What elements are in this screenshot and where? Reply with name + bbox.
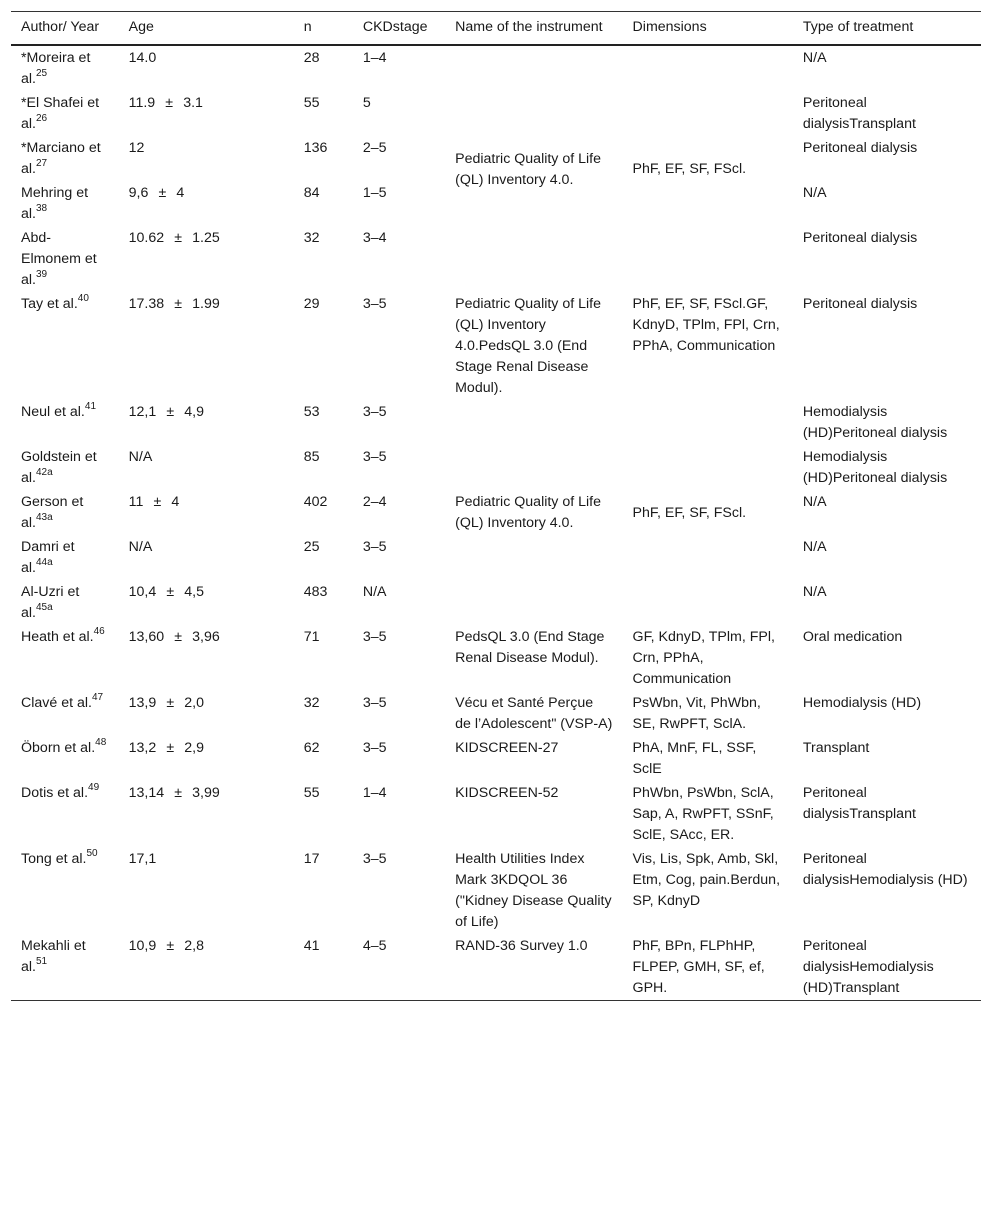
age-sd: 3,99 xyxy=(192,785,220,801)
author-name: Gerson et al. xyxy=(21,494,84,531)
cell-author xyxy=(11,736,119,781)
cell-treatment: N/A xyxy=(802,539,827,555)
cell-dimensions: GF, KdnyD, TPlm, FPl, Crn, PPhA, Communication xyxy=(632,629,775,687)
cell-author xyxy=(11,136,119,181)
cell-ckd-stage: 4–5 xyxy=(362,938,387,954)
cell-dimensions: PhA, MnF, FL, SSF, SclE xyxy=(632,740,757,777)
age-mean: 13,2 xyxy=(128,740,157,756)
cell-ckd-stage: 3–5 xyxy=(362,296,387,312)
cell-age xyxy=(119,226,294,292)
table-row xyxy=(11,781,981,847)
study-table xyxy=(11,11,981,1001)
plus-minus-symbol: ± xyxy=(166,938,175,954)
reference-number: 40 xyxy=(77,293,89,305)
cell-age xyxy=(119,292,294,400)
cell-ckd-stage: 3–5 xyxy=(362,404,387,420)
cell-n: 84 xyxy=(303,185,320,201)
age-mean: 9,6 xyxy=(128,185,149,201)
author-name: Damri et al. xyxy=(21,539,75,576)
header-author: Author/ Year xyxy=(21,19,100,35)
author-name: Neul et al. xyxy=(21,404,85,420)
cell-n: 32 xyxy=(303,695,320,711)
cell-dimensions: PhF, EF, SF, FScl. xyxy=(632,504,747,521)
cell-ckd-stage: N/A xyxy=(362,584,387,600)
cell-author xyxy=(11,691,119,736)
author-name: Abd-Elmonem et al. xyxy=(21,230,97,288)
cell-dimensions: Vis, Lis, Spk, Amb, Skl, Etm, Cog, pain.Berdun, SP, KdnyD xyxy=(632,851,781,909)
cell-treatment: Hemodialysis (HD)Peritoneal dialysis xyxy=(802,404,948,441)
cell-n: 402 xyxy=(303,494,328,510)
age-sd: 2,9 xyxy=(184,740,204,756)
cell-n: 55 xyxy=(303,95,320,111)
cell-treatment: Peritoneal dialysisHemodialysis (HD)Transplant xyxy=(802,938,934,996)
cell-dimensions: PsWbn, Vit, PhWbn, SE, RwPFT, SclA. xyxy=(632,695,761,732)
cell-ckd-stage: 2–5 xyxy=(362,140,387,156)
table-row xyxy=(11,691,981,736)
cell-instrument: Pediatric Quality of Life (QL) Inventory 4.0.PedsQL 3.0 (End Stage Renal Disease Modul). xyxy=(455,296,601,396)
age-mean: 11.9 xyxy=(128,95,156,111)
header-n: n xyxy=(303,19,312,35)
age-mean: 12 xyxy=(128,140,145,156)
cell-age xyxy=(119,45,294,91)
plus-minus-symbol: ± xyxy=(166,404,175,420)
cell-age xyxy=(119,691,294,736)
cell-n: 29 xyxy=(303,296,320,312)
cell-author xyxy=(11,45,119,91)
cell-author xyxy=(11,181,119,226)
cell-treatment: Hemodialysis (HD) xyxy=(802,695,922,711)
cell-treatment: Peritoneal dialysis xyxy=(802,230,918,246)
cell-age xyxy=(119,445,294,490)
reference-number: 51 xyxy=(35,956,48,968)
cell-n: 55 xyxy=(303,785,320,801)
header-ckd-stage: CKDstage xyxy=(362,19,428,35)
table-row xyxy=(11,45,981,91)
cell-instrument: KIDSCREEN-52 xyxy=(455,785,559,801)
table-row xyxy=(11,400,981,445)
cell-age xyxy=(119,535,294,580)
cell-ckd-stage: 3–4 xyxy=(362,230,387,246)
age-mean: 11 xyxy=(128,494,144,510)
author-name: Mekahli et al. xyxy=(21,938,86,975)
cell-ckd-stage: 3–5 xyxy=(362,539,387,555)
reference-number: 50 xyxy=(86,848,98,860)
cell-treatment: Peritoneal dialysisTransplant xyxy=(802,95,916,132)
table-row xyxy=(11,934,981,1001)
cell-ckd-stage: 3–5 xyxy=(362,851,387,867)
author-name: Dotis et al. xyxy=(21,785,89,801)
age-mean: 10.62 xyxy=(128,230,165,246)
author-name: Mehring et al. xyxy=(21,185,89,222)
cell-author xyxy=(11,490,119,535)
cell-n: 85 xyxy=(303,449,320,465)
cell-treatment: N/A xyxy=(802,50,827,66)
cell-author xyxy=(11,934,119,1001)
cell-instrument: Pediatric Quality of Life (QL) Inventory 4.0. xyxy=(455,494,601,531)
author-name: Goldstein et al. xyxy=(21,449,97,486)
cell-dimensions: PhWbn, PsWbn, SclA, Sap, A, RwPFT, SSnF, SclE, SAcc, ER. xyxy=(632,785,774,843)
cell-age xyxy=(119,181,294,226)
cell-treatment: Oral medication xyxy=(802,629,903,645)
author-name: Heath et al. xyxy=(21,629,94,645)
cell-age xyxy=(119,847,294,934)
cell-ckd-stage: 2–4 xyxy=(362,494,387,510)
plus-minus-symbol: ± xyxy=(174,296,183,312)
reference-number: 46 xyxy=(93,626,105,638)
cell-age xyxy=(119,400,294,445)
cell-treatment: Peritoneal dialysisTransplant xyxy=(802,785,916,822)
author-name: *El Shafei et al. xyxy=(21,95,100,132)
cell-author xyxy=(11,445,119,490)
age-mean: 17,1 xyxy=(128,851,157,867)
age-sd: 1.25 xyxy=(192,230,220,246)
author-name: Öborn et al. xyxy=(21,740,96,756)
cell-ckd-stage: 1–4 xyxy=(362,50,387,66)
cell-instrument: RAND-36 Survey 1.0 xyxy=(455,938,588,954)
age-mean: 13,9 xyxy=(128,695,157,711)
table-container xyxy=(11,11,981,1001)
cell-n: 41 xyxy=(303,938,320,954)
cell-age xyxy=(119,580,294,625)
plus-minus-symbol: ± xyxy=(174,629,183,645)
author-name: Al-Uzri et al. xyxy=(21,584,80,621)
cell-age xyxy=(119,934,294,1001)
table-body xyxy=(11,45,981,1001)
reference-number: 47 xyxy=(91,692,104,704)
cell-n: 28 xyxy=(303,50,320,66)
cell-dimensions: PhF, EF, SF, FScl.GF, KdnyD, TPlm, FPl, Crn, PPhA, Communication xyxy=(632,296,780,354)
cell-n: 53 xyxy=(303,404,320,420)
age-sd: 4,5 xyxy=(184,584,204,600)
cell-ckd-stage: 1–5 xyxy=(362,185,387,201)
reference-number: 44a xyxy=(35,557,53,569)
cell-treatment: Transplant xyxy=(802,740,870,756)
cell-ckd-stage: 5 xyxy=(362,95,371,111)
reference-number: 26 xyxy=(35,113,48,125)
cell-age xyxy=(119,781,294,847)
author-name: Clavé et al. xyxy=(21,695,92,711)
header-dimensions: Dimensions xyxy=(632,19,707,35)
cell-treatment: Hemodialysis (HD)Peritoneal dialysis xyxy=(802,449,948,486)
cell-instrument: KIDSCREEN-27 xyxy=(455,740,559,756)
reference-number: 39 xyxy=(35,269,48,281)
cell-author xyxy=(11,847,119,934)
author-name: Tong et al. xyxy=(21,851,87,867)
reference-number: 45a xyxy=(35,602,53,614)
reference-number: 49 xyxy=(88,782,100,794)
cell-treatment: N/A xyxy=(802,185,827,201)
cell-instrument: Vécu et Santé Perçue de l’Adolescent" (VSP-A) xyxy=(455,695,613,732)
cell-n: 483 xyxy=(303,584,328,600)
cell-n: 32 xyxy=(303,230,320,246)
header-row xyxy=(11,12,981,46)
age-sd: 2,8 xyxy=(184,938,204,954)
age-mean: 10,4 xyxy=(128,584,157,600)
plus-minus-symbol: ± xyxy=(166,740,175,756)
age-mean: 13,60 xyxy=(128,629,165,645)
age-sd: 1.99 xyxy=(192,296,220,312)
cell-age xyxy=(119,736,294,781)
plus-minus-symbol: ± xyxy=(165,95,174,111)
author-name: *Marciano et al. xyxy=(21,140,101,177)
cell-author xyxy=(11,625,119,691)
cell-treatment: N/A xyxy=(802,494,827,510)
cell-ckd-stage: 1–4 xyxy=(362,785,387,801)
table-row xyxy=(11,625,981,691)
cell-age xyxy=(119,625,294,691)
header-instrument: Name of the instrument xyxy=(455,19,603,35)
plus-minus-symbol: ± xyxy=(174,230,183,246)
reference-number: 42a xyxy=(35,467,53,479)
table-row xyxy=(11,736,981,781)
author-name: *Moreira et al. xyxy=(21,50,91,87)
cell-age xyxy=(119,91,294,136)
cell-age xyxy=(119,136,294,181)
cell-treatment: Peritoneal dialysis xyxy=(802,296,918,312)
cell-treatment: N/A xyxy=(802,584,827,600)
cell-treatment: Peritoneal dialysis xyxy=(802,140,918,156)
age-sd: 3,96 xyxy=(192,629,220,645)
reference-number: 41 xyxy=(84,401,97,413)
cell-treatment: Peritoneal dialysisHemodialysis (HD) xyxy=(802,851,968,888)
age-mean: N/A xyxy=(128,449,153,465)
cell-ckd-stage: 3–5 xyxy=(362,695,387,711)
cell-instrument: Pediatric Quality of Life (QL) Inventory 4.0. xyxy=(455,150,601,188)
age-mean: 13,14 xyxy=(128,785,165,801)
cell-n: 136 xyxy=(303,140,328,156)
cell-author xyxy=(11,535,119,580)
cell-n: 17 xyxy=(303,851,320,867)
cell-age xyxy=(119,490,294,535)
cell-author xyxy=(11,781,119,847)
cell-n: 25 xyxy=(303,539,320,555)
cell-author xyxy=(11,91,119,136)
age-sd: 4 xyxy=(171,494,180,510)
age-sd: 4 xyxy=(176,185,185,201)
cell-ckd-stage: 3–5 xyxy=(362,629,387,645)
table-row xyxy=(11,847,981,934)
cell-dimensions: PhF, BPn, FLPhHP, FLPEP, GMH, SF, ef, GPH. xyxy=(632,938,765,996)
age-mean: N/A xyxy=(128,539,153,555)
cell-instrument: Health Utilities Index Mark 3KDQOL 36 ("Kidney Disease Quality of Life) xyxy=(455,851,612,930)
cell-author xyxy=(11,226,119,292)
cell-instrument: PedsQL 3.0 (End Stage Renal Disease Modul). xyxy=(455,629,605,666)
cell-ckd-stage: 3–5 xyxy=(362,740,387,756)
plus-minus-symbol: ± xyxy=(153,494,162,510)
reference-number: 43a xyxy=(35,512,53,524)
cell-dimensions: PhF, EF, SF, FScl. xyxy=(632,161,747,177)
plus-minus-symbol: ± xyxy=(166,584,175,600)
table-row xyxy=(11,292,981,400)
plus-minus-symbol: ± xyxy=(158,185,167,201)
author-name: Tay et al. xyxy=(21,296,78,312)
cell-author xyxy=(11,580,119,625)
reference-number: 27 xyxy=(35,158,48,170)
plus-minus-symbol: ± xyxy=(166,695,175,711)
reference-number: 48 xyxy=(95,737,107,749)
age-mean: 10,9 xyxy=(128,938,157,954)
cell-n: 62 xyxy=(303,740,320,756)
plus-minus-symbol: ± xyxy=(174,785,183,801)
age-mean: 14.0 xyxy=(128,50,157,66)
reference-number: 25 xyxy=(35,68,48,80)
header-treatment: Type of treatment xyxy=(802,19,914,35)
age-mean: 17.38 xyxy=(128,296,165,312)
age-sd: 3.1 xyxy=(183,95,203,111)
reference-number: 38 xyxy=(35,203,48,215)
age-sd: 4,9 xyxy=(184,404,204,420)
age-sd: 2,0 xyxy=(184,695,204,711)
cell-n: 71 xyxy=(303,629,320,645)
age-mean: 12,1 xyxy=(128,404,157,420)
header-age: Age xyxy=(128,19,154,35)
cell-author xyxy=(11,292,119,400)
cell-ckd-stage: 3–5 xyxy=(362,449,387,465)
cell-author xyxy=(11,400,119,445)
